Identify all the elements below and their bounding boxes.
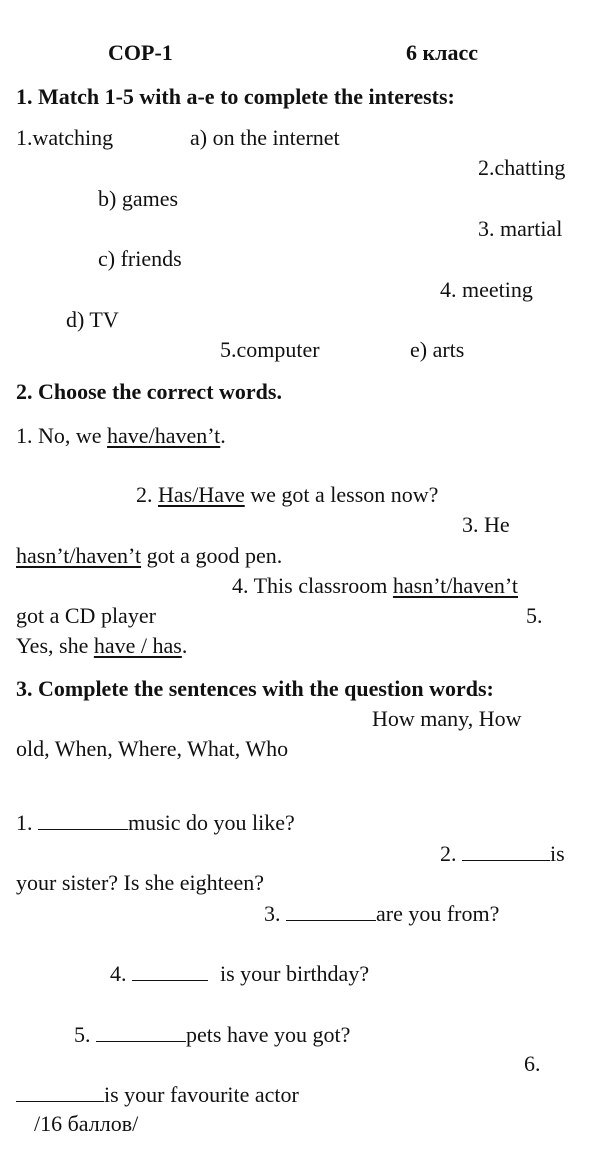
q4-choice: hasn’t/haven’t <box>392 573 518 598</box>
cq4-text: is your birthday? <box>220 961 370 986</box>
cq2-text: is <box>550 841 565 866</box>
match-item-3: 3. martial <box>478 216 563 241</box>
cq1-number: 1. <box>16 810 38 835</box>
answer-blank-6[interactable] <box>16 1081 104 1102</box>
q5-text: Yes, she <box>16 633 94 658</box>
answer-blank-1[interactable] <box>38 809 128 830</box>
cq2-number: 2. <box>440 841 462 866</box>
complete-question-2 <box>440 840 565 867</box>
complete-question-5 <box>74 1021 350 1048</box>
cq4-number: 4. <box>110 961 132 986</box>
match-item-5: 5.computer <box>220 337 320 362</box>
choose-question-5-number: 5. <box>526 603 543 628</box>
question-words-line2: old, When, Where, What, Who <box>16 736 289 761</box>
q1-text: 1. No, we <box>16 423 108 448</box>
complete-question-3 <box>264 900 499 927</box>
match-option-e: e) arts <box>410 337 465 362</box>
match-option-c: c) friends <box>98 246 182 271</box>
choose-question-4-cont: got a CD player <box>16 603 156 628</box>
match-item-4: 4. meeting <box>440 277 533 302</box>
answer-blank-3[interactable] <box>286 900 376 921</box>
complete-question-2-cont: your sister? Is she eighteen? <box>16 870 265 895</box>
q1-suffix: . <box>220 423 226 448</box>
cq3-number: 3. <box>264 901 286 926</box>
q1-choice: have/haven’t <box>107 423 221 448</box>
choose-question-3 <box>16 543 282 569</box>
section2-heading: 2. Choose the correct words. <box>16 379 282 404</box>
q5-suffix: . <box>181 633 188 658</box>
q2-text: we got a lesson now? <box>244 482 439 507</box>
choose-question-2 <box>136 482 438 508</box>
cq5-number: 5. <box>74 1022 96 1047</box>
answer-blank-2[interactable] <box>462 840 550 861</box>
cq5-text: pets have you got? <box>186 1022 351 1047</box>
cq6-text: is your favourite actor <box>104 1082 299 1107</box>
q5-choice: have / has <box>93 633 182 658</box>
section3-heading: 3. Complete the sentences with the question words: <box>16 676 494 701</box>
match-option-b: b) games <box>98 186 179 211</box>
match-option-a: a) on the internet <box>190 125 340 150</box>
complete-question-1 <box>16 809 295 836</box>
q4-text: 4. This classroom <box>232 573 393 598</box>
q3-choice: hasn’t/haven’t <box>16 543 142 568</box>
q2-number: 2. <box>136 482 158 507</box>
choose-question-1 <box>16 423 226 449</box>
score-label: /16 баллов/ <box>34 1111 139 1136</box>
question-words-line1: How many, How <box>372 706 522 731</box>
match-item-2: 2.chatting <box>478 155 566 180</box>
match-option-d: d) TV <box>66 307 119 332</box>
cq3-text: are you from? <box>376 901 500 926</box>
answer-blank-4[interactable] <box>132 960 208 981</box>
complete-question-4 <box>110 960 369 987</box>
complete-question-6 <box>16 1081 299 1108</box>
section1-heading: 1. Match 1-5 with a-e to complete the interests: <box>16 84 455 109</box>
choose-question-4 <box>232 573 518 599</box>
choose-question-5 <box>16 633 187 659</box>
answer-blank-5[interactable] <box>96 1021 186 1042</box>
grade-label: 6 класс <box>406 40 479 65</box>
q2-choice: Has/Have <box>158 482 245 507</box>
cq1-text: music do you like? <box>128 810 295 835</box>
complete-question-6-number: 6. <box>524 1051 541 1076</box>
worksheet-title: СОР-1 <box>108 40 173 65</box>
q3-text: got a good pen. <box>141 543 283 568</box>
match-item-1: 1.watching <box>16 125 114 150</box>
choose-question-3-number: 3. He <box>462 512 510 537</box>
